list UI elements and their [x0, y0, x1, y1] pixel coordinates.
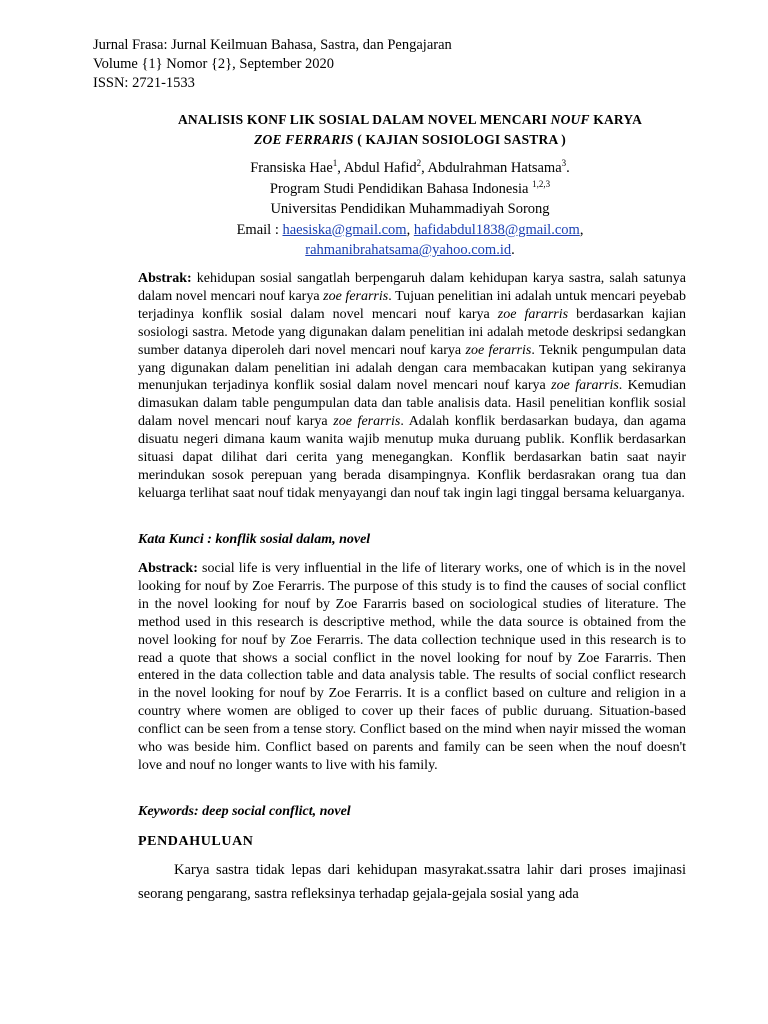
email-line: [100, 220, 720, 241]
title-part-1: ANALISIS KONF LIK SOSIAL DALAM NOVEL MENCARI: [177, 112, 551, 127]
abstract-indonesian: [138, 270, 686, 503]
title-part-4: ZOE FERRARIS: [254, 132, 354, 147]
affiliation-university: Universitas Pendidikan Muhammadiyah Sorong: [270, 201, 550, 217]
abstract-text-2: . Tujuan penelitian ini adalah untuk mencari peyebab terjadinya konflik sosial dalam novel mencari nouf karya: [138, 288, 686, 322]
keywords-en-value: deep social conflict, novel: [202, 804, 351, 819]
abstract-en-text: social life is very influential in the life of literary works, one of which is in the novel looking for nouf by Zoe Ferarris. The purpose of this study is to find the causes of social conflict in the novel looking for nouf by Zoe Fararris based on sociological studies of literature. The method used in this research is descriptive method, while the data source is obtained from the novel looking for nouf by Zoe Ferarris. The data collection technique used in this research is to read a quote that shows a social conflict in the novel looking for nouf by Zoe Fararris. Then entered in the data collection table and data analysis table. The results of social conflict research in the novel looking for nouf by Zoe Ferarris. It is a conflict based on culture and religion in a country where women are obliged to cover up their faces of public duruang. Situation-based conflict can be seen from a tense story. Conflict based on the mind when nayir missed the woman who was beside him. Conflict based on parents and family can be seen when the nouf doesn't love and nouf no longer wants to live with his family.: [138, 561, 686, 773]
email-label: Email :: [236, 221, 283, 238]
paper-title: [100, 110, 720, 150]
author-2: , Abdul Hafid: [337, 160, 417, 176]
abstract-text-4: . Teknik pengumpulan data yang digunakan dalam penelitian ini adalah dengan cara membacakan kutipan yang sekiranya menunjukan terjadinya konflik sosial dalam novel mencari nouf karya: [138, 342, 687, 394]
abstract-english: [138, 560, 686, 775]
keywords-english: [138, 803, 686, 821]
abstract-text-6: . Adalah konflik berdasarkan budaya, dan agama disuatu negeri dimana kaum wanita wajib menutup muka duruang publik. Konflik berdasarkan situasi dapat dilihat dari cerita yang menegangkan. Konflik berdasarkan batin saat nayir merindukan sosok perepuan yang berada disampingnya. Konflik berdasrakan orang tua dan keluarga terlihat saat nouf tidak menyayangi dan nouf tak ingin lagi tinggal bersama keluarganya.: [138, 414, 686, 501]
author-3-sup: 3: [561, 158, 567, 169]
author-1-sup: 1: [332, 158, 338, 169]
abstract-text-5: . Kemudian dimasukan dalam table pengumpulan data dan table analisis data. Hasil penelitian konflik sosial dalam novel mencari nouf karya: [138, 378, 687, 430]
author-names: [100, 158, 720, 179]
keywords-indonesian: [138, 531, 686, 549]
abstract-text-3: berdasarkan kajian sosiologi sastra. Metode yang digunakan dalam penelitian ini adalah metode deskripsi sedangkan sumber datanya diperoleh dari novel mencari nouf karya: [138, 306, 686, 358]
program-text: Program Studi Pendidikan Bahasa Indonesia: [269, 180, 533, 197]
journal-header: [93, 36, 452, 93]
journal-volume: Volume {1} Nomor {2}, September 2020: [93, 56, 335, 72]
abstract-italic-4: zoe fararris: [551, 378, 619, 394]
email-sep-2: ,: [579, 221, 584, 238]
title-part-3: KARYA: [589, 112, 643, 127]
keywords-value: konflik sosial dalam, novel: [215, 532, 371, 547]
program-sup: 1,2,3: [532, 178, 551, 189]
author-block: [100, 158, 720, 261]
abstract-text-1: kehidupan sosial sangatlah berpengaruh dalam kehidupan karya sastra, salah satunya dalam novel mencari nouf karya: [138, 271, 686, 304]
journal-name: Jurnal Frasa: Jurnal Keilmuan Bahasa, Sastra, dan Pengajaran: [93, 37, 452, 53]
section-heading: PENDAHULUAN: [138, 834, 254, 849]
author-3: , Abdulrahman Hatsama: [421, 160, 562, 176]
email-end: .: [511, 242, 515, 258]
author-end: .: [566, 160, 570, 176]
email-link-1[interactable]: haesiska@gmail.com: [282, 221, 407, 238]
abstract-label: Abstrak:: [138, 271, 192, 286]
abstract-italic-1: zoe ferarris: [323, 288, 389, 304]
abstract-italic-2: zoe fararris: [497, 306, 569, 322]
email-link-2[interactable]: hafidabdul1838@gmail.com: [413, 221, 580, 238]
keywords-en-label: Keywords:: [138, 804, 203, 819]
affiliation-program: [100, 179, 720, 200]
abstract-en-label: Abstrack:: [138, 561, 198, 576]
keywords-label: Kata Kunci :: [138, 532, 216, 547]
email-sep-1: ,: [406, 221, 414, 238]
author-2-sup: 2: [416, 158, 422, 169]
intro-paragraph: Karya sastra tidak lepas dari kehidupan masyrakat.ssatra lahir dari proses imajinasi seorang pengarang, sastra refleksinya terhadap gejala-gejala sosial yang ada: [138, 862, 686, 902]
title-part-5: ( KAJIAN SOSIOLOGI SASTRA ): [353, 132, 566, 147]
abstract-italic-5: zoe ferarris: [333, 414, 401, 430]
title-part-2: NOUF: [550, 112, 590, 127]
journal-issn: ISSN: 2721-1533: [93, 75, 195, 91]
abstract-italic-3: zoe ferarris: [465, 342, 532, 358]
email-link-3[interactable]: rahmanibrahatsama@yahoo.com.id: [305, 242, 512, 258]
author-1: Fransiska Hae: [250, 160, 333, 176]
email-line-2: [100, 240, 720, 261]
